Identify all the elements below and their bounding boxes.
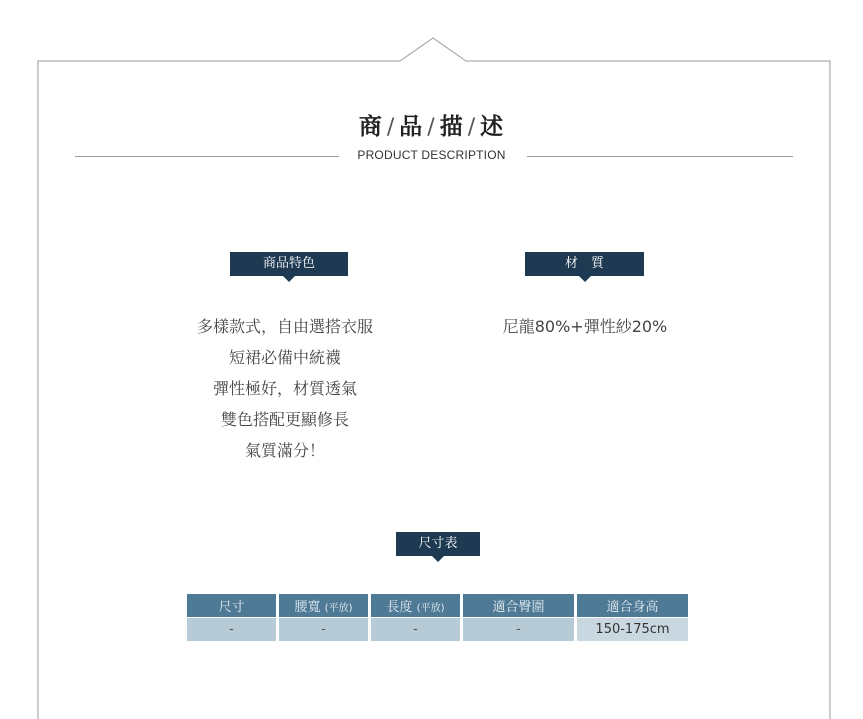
table-cell: - [371,617,460,641]
feature-line: 彈性極好，材質透氣 [212,379,357,398]
title-separator: / [467,115,477,140]
table-cell: - [279,617,368,641]
table-cell: - [187,617,276,641]
table-cell: - [463,617,574,641]
title-char: 商 [358,114,383,140]
column-header: 適合身高 [577,594,688,617]
title-char: 描 [439,114,464,140]
column-header: 適合臀圍 [463,594,574,617]
column-header: 腰寬 (平放) [279,594,368,617]
feature-line: 氣質滿分！ [244,441,325,460]
table-header-row [187,594,688,617]
size-table [184,594,691,641]
title-char: 品 [399,114,424,140]
feature-line: 短裙必備中統襪 [228,348,341,367]
size-table-tag: 尺寸表 [396,532,480,556]
features-tag: 商品特色 [230,252,348,276]
features-list [160,311,410,466]
feature-line: 多樣款式，自由選搭衣服 [196,317,373,336]
column-header: 長度 (平放) [371,594,460,617]
table-cell: 150-175cm [577,617,688,641]
material-value: 尼龍80%+彈性紗20% [502,317,668,336]
title-separator: / [386,115,396,140]
title-char: 述 [480,114,505,140]
column-header: 尺寸 [187,594,276,617]
subtitle-rule-right [527,156,793,157]
table-row [187,617,688,641]
material-tag: 材 質 [525,252,644,276]
feature-line: 雙色搭配更顯修長 [220,410,349,429]
title-separator: / [427,115,436,140]
page-title [0,108,863,141]
page-subtitle: PRODUCT DESCRIPTION [357,148,506,162]
